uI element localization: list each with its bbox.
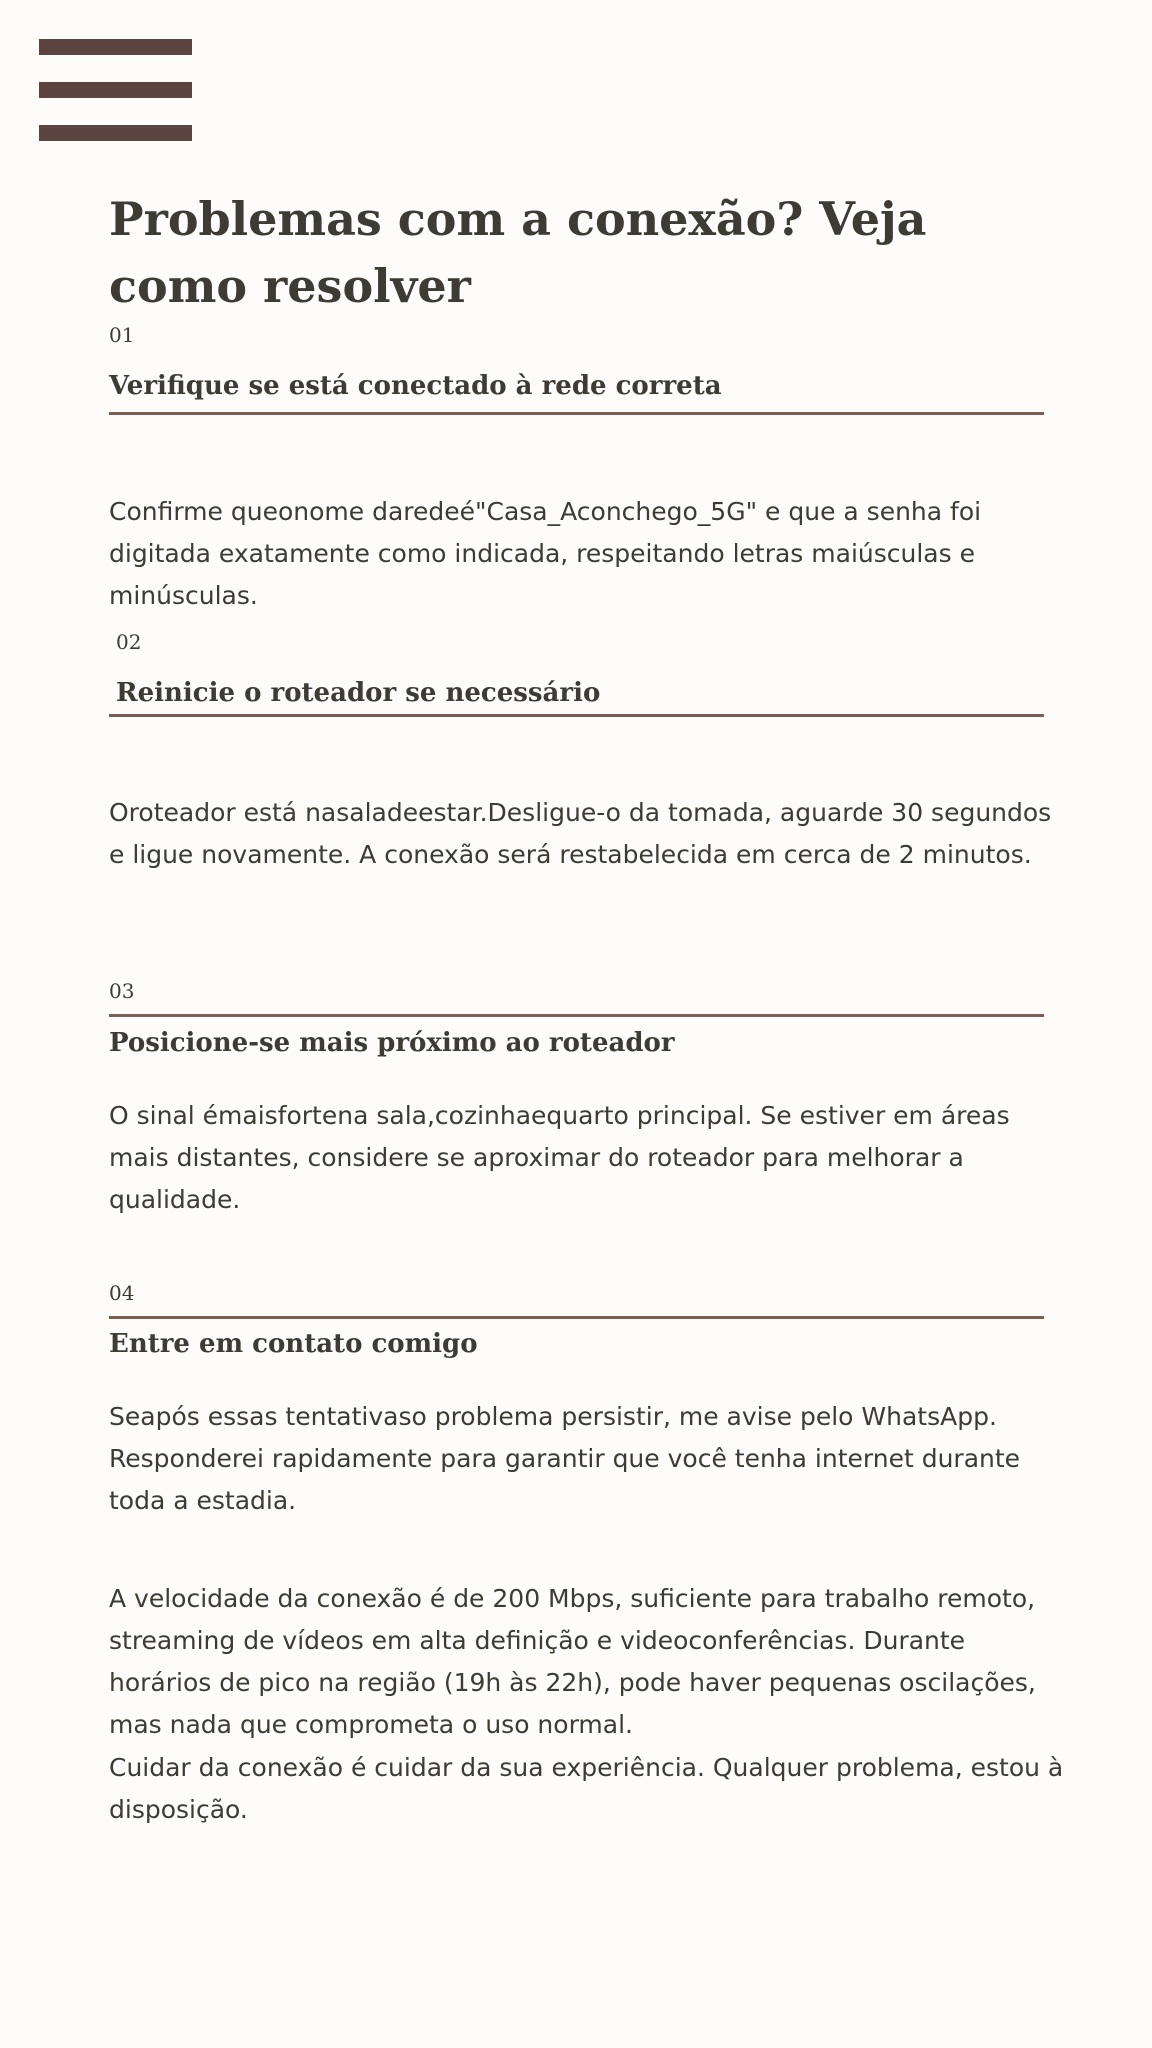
step-heading: Entre em contato comigo	[109, 1329, 478, 1359]
step-text: O sinal émaisfortena sala,cozinhaequarto principal. Se estiver em áreas mais distantes, considere se aproximar do roteador para melhorar a qualidade.	[109, 1101, 1010, 1214]
page-title: Problemas com a conexão? Veja como resolver	[109, 192, 927, 313]
closing-text: Cuidar da conexão é cuidar da sua experiência. Qualquer problema, estou à disposição.	[109, 1753, 1064, 1824]
section-divider	[109, 412, 1044, 415]
menu-bar	[39, 39, 192, 55]
step-heading: Posicione-se mais próximo ao roteador	[109, 1028, 675, 1058]
step-heading: Verifique se está conectado à rede correta	[109, 371, 722, 401]
hamburger-menu-icon[interactable]	[39, 39, 192, 142]
step-text: Seapós essas tentativaso problema persistir, me avise pelo WhatsApp. Responderei rapidamente para garantir que você tenha internet durante toda a estadia.	[109, 1402, 1021, 1515]
step-number: 03	[109, 979, 135, 1003]
step-number: 04	[109, 1281, 135, 1305]
step-text: Oroteador está nasaladeestar.Desligue-o da tomada, aguarde 30 segundos e ligue novamente. A conexão será restabelecida em cerca de 2 minutos.	[109, 798, 1052, 869]
menu-bar	[39, 82, 192, 98]
speed-info-text: A velocidade da conexão é de 200 Mbps, suficiente para trabalho remoto, streaming de vídeos em alta definição e videoconferências. Durante horários de pico na região (19h às 22h), pode haver pequenas oscilações, mas nada que comprometa o uso normal.	[109, 1584, 1036, 1739]
step-heading: Reinicie o roteador se necessário	[116, 678, 601, 708]
step-number: 01	[109, 323, 135, 347]
step-text: Confirme queonome daredeé"Casa_Aconchego_5G" e que a senha foi digitada exatamente como indicada, respeitando letras maiúsculas e minúsculas.	[109, 497, 982, 610]
menu-bar	[39, 125, 192, 141]
step-number: 02	[116, 630, 142, 654]
section-divider	[109, 1014, 1044, 1017]
section-divider	[109, 714, 1044, 717]
section-divider	[109, 1316, 1044, 1319]
